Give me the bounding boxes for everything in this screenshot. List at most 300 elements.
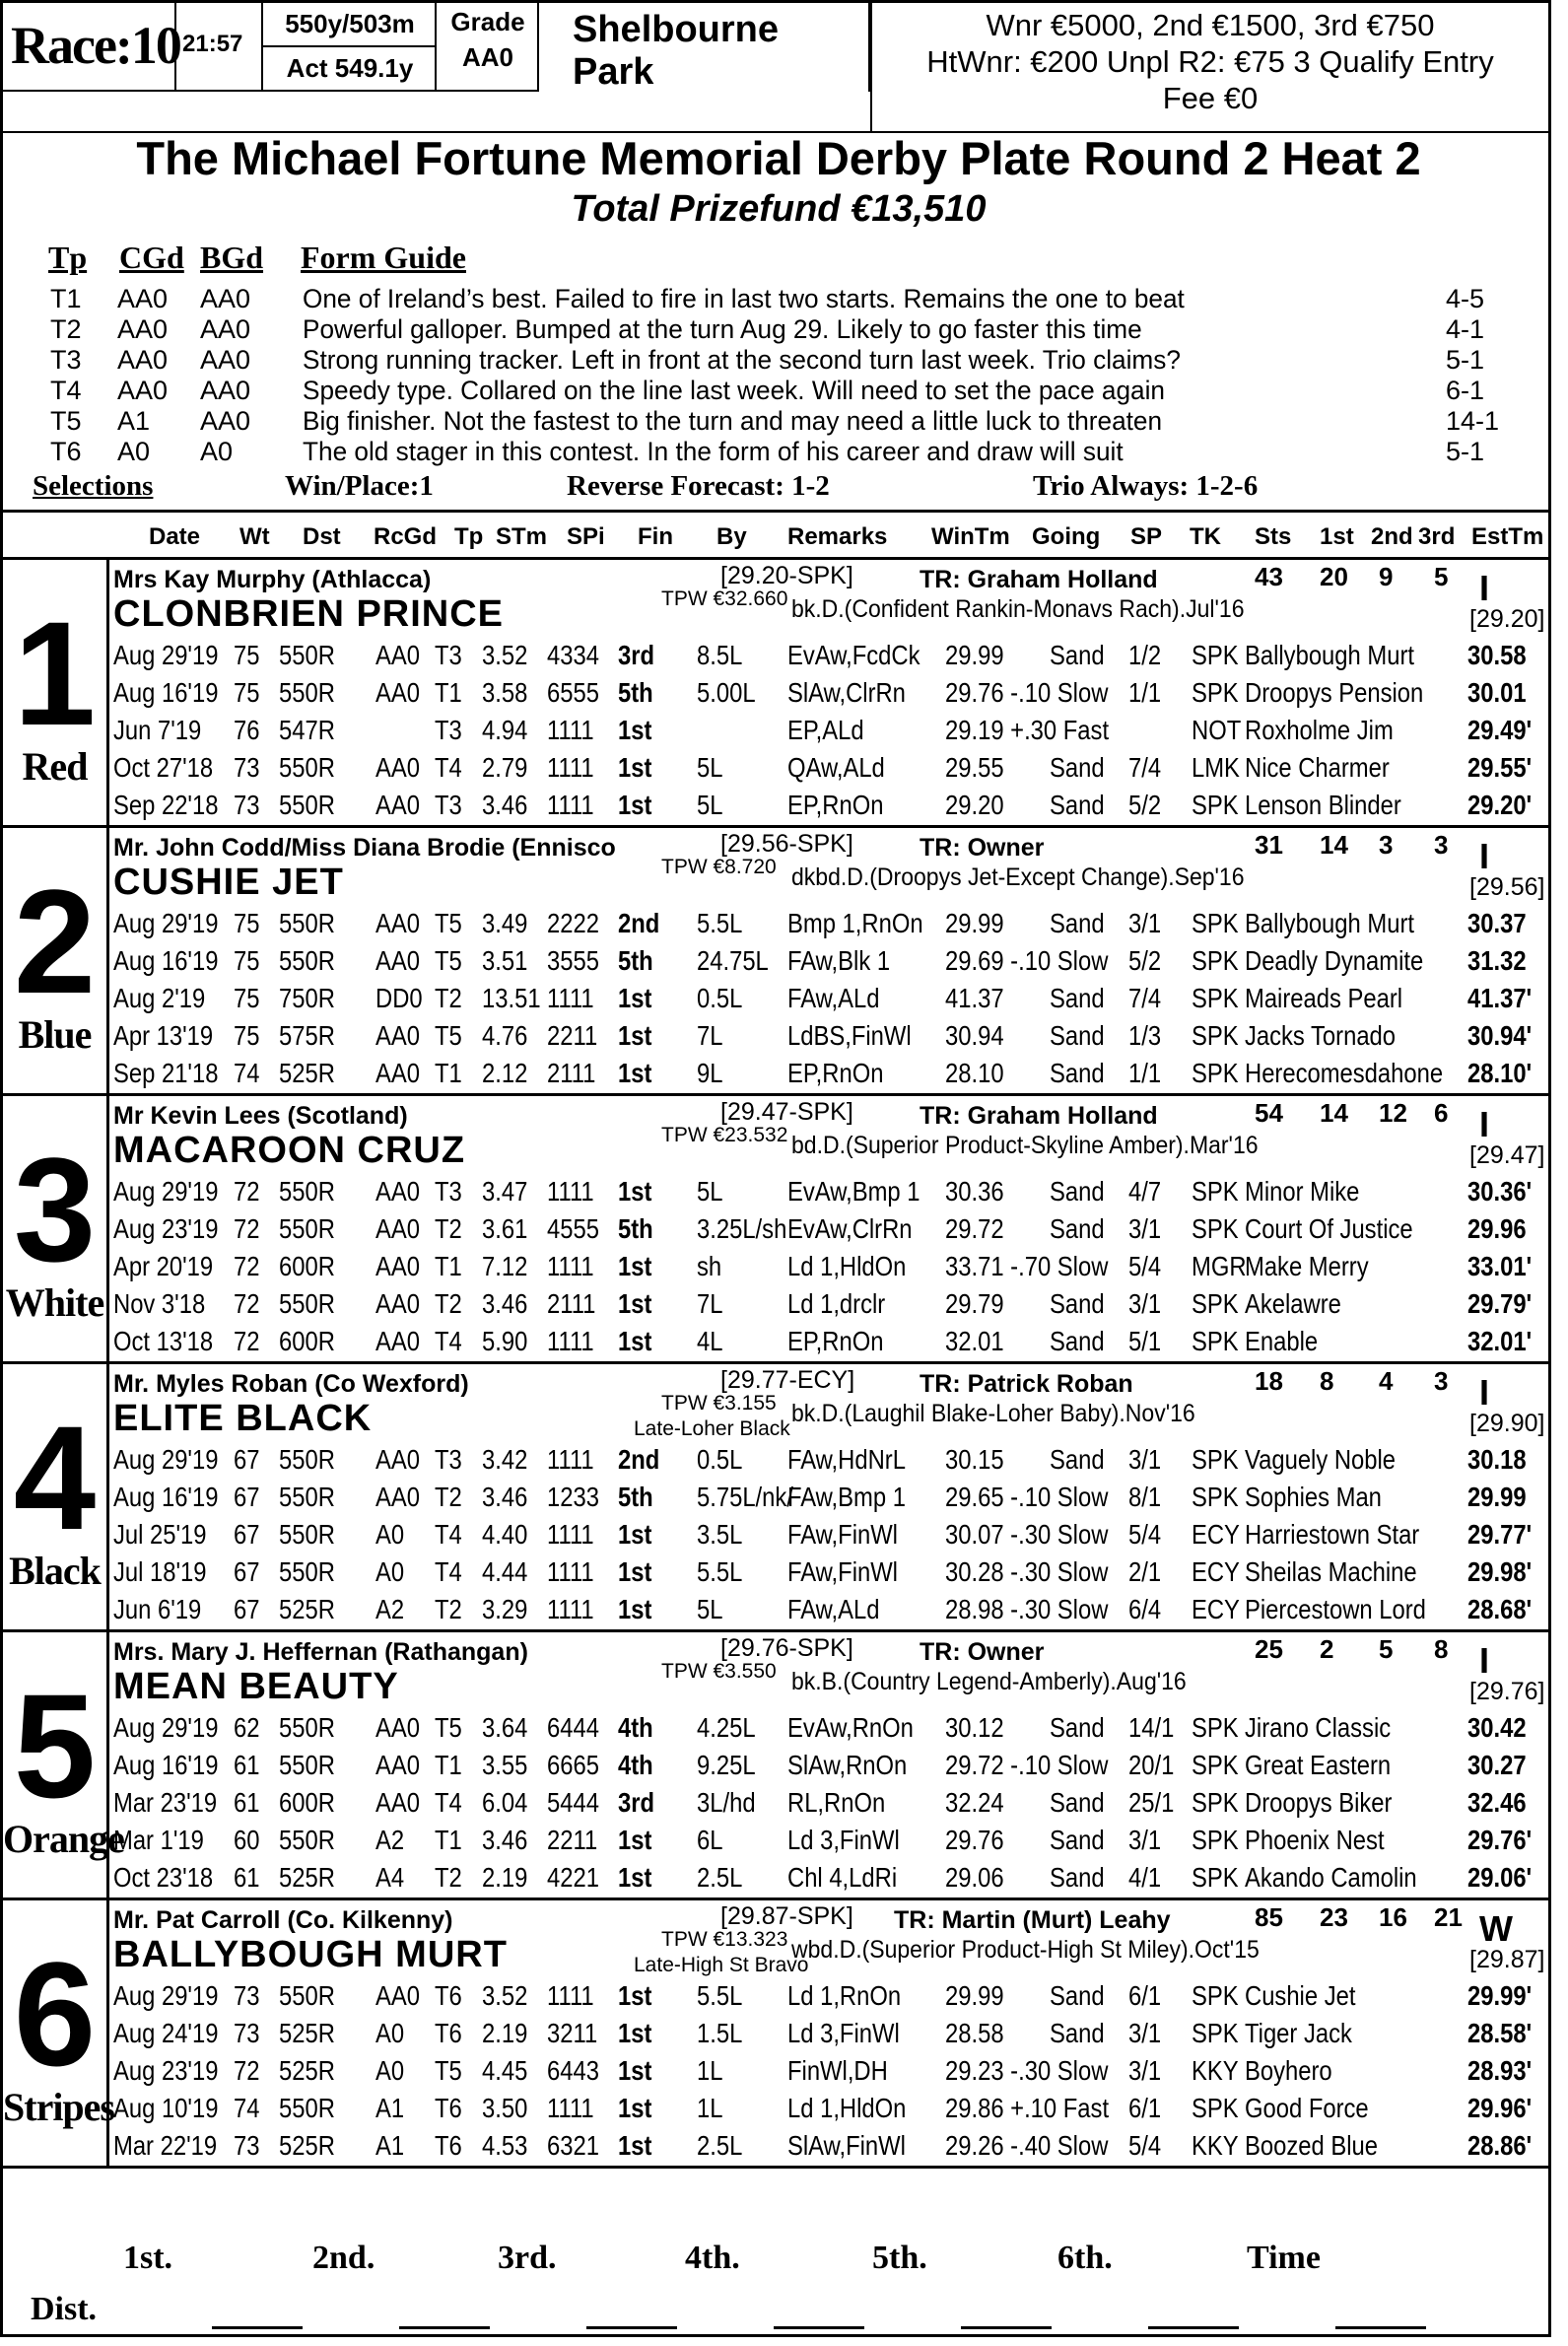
remarks: FAw,Blk 1 xyxy=(787,945,891,976)
venue-cell xyxy=(539,3,870,92)
sectional-time: 3.46 xyxy=(482,1288,528,1319)
dog-name: BALLYBOUGH MURT xyxy=(113,1934,508,1975)
trap-color: Stripes xyxy=(3,2085,114,2129)
fg-header-bgd: BGd xyxy=(200,240,264,275)
form-line xyxy=(3,1479,1548,1515)
trap-color: Red xyxy=(22,744,88,789)
weight: 67 xyxy=(234,1444,260,1475)
weight: 75 xyxy=(234,983,260,1013)
sectional-positions: 2222 xyxy=(547,908,599,938)
form-line xyxy=(3,749,1548,786)
form-line xyxy=(3,1173,1548,1209)
result-place-label: 6th. xyxy=(1057,2240,1113,2276)
win-time: 29.86 +.10 Fast xyxy=(945,2093,1110,2123)
race-grade: A0 xyxy=(375,2018,405,2048)
winner: Tiger Jack xyxy=(1245,2018,1352,2048)
fg-trap: T4 xyxy=(50,376,82,405)
est-time: 29.98' xyxy=(1467,1556,1533,1587)
seconds: 12 xyxy=(1379,1098,1407,1128)
best-time: [29.87-SPK] xyxy=(720,1902,853,1930)
starting-price: 3/1 xyxy=(1128,2055,1162,2086)
distance: 550R xyxy=(279,640,335,670)
sectional-time: 4.40 xyxy=(482,1519,528,1550)
race-grade: A1 xyxy=(375,2093,405,2123)
race-grade: AA0 xyxy=(375,640,420,670)
finish: 1st xyxy=(618,1556,652,1587)
starting-price: 1/1 xyxy=(1128,677,1162,708)
total-prizefund: Total Prizefund €13,510 xyxy=(571,188,987,230)
race-grade: A1 xyxy=(375,2130,405,2161)
date: Jul 18'19 xyxy=(113,1556,207,1587)
track: MGR xyxy=(1192,1251,1247,1281)
sectional-positions: 2111 xyxy=(547,1288,596,1319)
date: Aug 29'19 xyxy=(113,1980,219,2011)
trap: T5 xyxy=(435,1712,462,1743)
trap: T2 xyxy=(435,1213,462,1244)
fg-header-guide: Form Guide xyxy=(301,240,466,275)
weight: 67 xyxy=(234,1519,260,1550)
beaten-by: 5L xyxy=(697,1594,723,1624)
sectional-time: 2.79 xyxy=(482,752,528,783)
win-time: 29.06 xyxy=(945,1862,1004,1893)
track: KKY xyxy=(1192,2055,1239,2086)
beaten-by: 7L xyxy=(697,1020,723,1051)
fg-comment: Big finisher. Not the fastest to the turn and may need a little luck to threaten xyxy=(303,406,1163,436)
beaten-by: 5L xyxy=(697,1176,723,1207)
trap-color: Blue xyxy=(18,1012,92,1057)
distance: 550R xyxy=(279,1556,335,1587)
dog-name: CLONBRIEN PRINCE xyxy=(113,593,505,635)
est-time: 41.37' xyxy=(1467,983,1533,1013)
column-header-esttm: EstTm xyxy=(1471,523,1544,550)
trap: T1 xyxy=(435,1058,462,1088)
form-mark: I xyxy=(1479,1372,1490,1413)
sectional-time: 3.29 xyxy=(482,1594,528,1624)
finish: 3rd xyxy=(618,1787,655,1818)
sectional-positions: 6665 xyxy=(547,1750,599,1780)
form-line xyxy=(3,1055,1548,1091)
form-line xyxy=(3,1553,1548,1590)
starting-price: 3/1 xyxy=(1128,908,1162,938)
sectional-positions: 3555 xyxy=(547,945,599,976)
date: Aug 10'19 xyxy=(113,2093,219,2123)
weight: 75 xyxy=(234,640,260,670)
fg-odds: 4-1 xyxy=(1446,314,1485,344)
form-line xyxy=(3,1516,1548,1552)
remarks: EvAw,Bmp 1 xyxy=(787,1176,920,1207)
wins: 20 xyxy=(1320,562,1348,591)
distance: 750R xyxy=(279,983,335,1013)
fg-odds: 14-1 xyxy=(1446,406,1500,436)
weight: 73 xyxy=(234,1980,260,2011)
prizes-cell xyxy=(870,3,1548,133)
result-place-label: 4th. xyxy=(685,2240,740,2276)
est-time: 29.99 xyxy=(1467,1482,1527,1512)
trap: T1 xyxy=(435,1825,462,1855)
distance: 600R xyxy=(279,1326,335,1356)
finish: 1st xyxy=(618,2093,652,2123)
starts: 31 xyxy=(1255,830,1283,860)
sectional-positions: 1111 xyxy=(547,2093,594,2123)
sectional-positions: 1233 xyxy=(547,1482,599,1512)
fg-trap: T6 xyxy=(50,437,82,466)
finish: 5th xyxy=(618,677,653,708)
form-line xyxy=(3,1784,1548,1821)
distance: 550R xyxy=(279,1288,335,1319)
starting-price: 6/1 xyxy=(1128,2093,1162,2123)
sectional-positions: 4221 xyxy=(547,1862,599,1893)
finish: 2nd xyxy=(618,908,660,938)
race-distance: 550y/503m xyxy=(285,9,415,38)
runner-block-1 xyxy=(3,560,1548,828)
win-time: 29.72 xyxy=(945,1213,1004,1244)
remarks: EvAw,ClrRn xyxy=(787,1213,913,1244)
result-place-label: Time xyxy=(1247,2240,1321,2276)
distance: 550R xyxy=(279,1980,335,2011)
dog-name: MEAN BEAUTY xyxy=(113,1666,399,1707)
winner: Akelawre xyxy=(1245,1288,1341,1319)
race-grade: A0 xyxy=(375,1556,405,1587)
result-blank-line xyxy=(1148,2326,1239,2329)
tpw: TPW €3.550 xyxy=(661,1660,777,1683)
form-line xyxy=(3,2015,1548,2051)
date: Aug 23'19 xyxy=(113,1213,219,1244)
est-time: 30.27 xyxy=(1467,1750,1527,1780)
form-mark: I xyxy=(1479,1104,1490,1144)
race-grade: AA0 xyxy=(375,1787,420,1818)
remarks: EP,RnOn xyxy=(787,1058,884,1088)
win-time: 29.55 xyxy=(945,752,1004,783)
trap: T2 xyxy=(435,1594,462,1624)
finish: 1st xyxy=(618,1519,652,1550)
thirds: 8 xyxy=(1434,1634,1449,1664)
starts: 25 xyxy=(1255,1634,1283,1664)
track: SPK xyxy=(1192,2018,1239,2048)
weight: 61 xyxy=(234,1787,260,1818)
distance: 547R xyxy=(279,715,335,745)
race-label: Race:10 xyxy=(11,16,180,75)
trap: T6 xyxy=(435,2093,462,2123)
race-grade: AA0 xyxy=(375,752,420,783)
sectional-time: 3.47 xyxy=(482,1176,528,1207)
finish: 1st xyxy=(618,2055,652,2086)
form-line xyxy=(3,1859,1548,1896)
win-time: 29.99 xyxy=(945,1980,1004,2011)
fg-trap: T2 xyxy=(50,314,82,344)
sectional-time: 3.61 xyxy=(482,1213,528,1244)
race-grade: AA0 xyxy=(375,1176,420,1207)
trap: T3 xyxy=(435,1444,462,1475)
beaten-by: 4.25L xyxy=(697,1712,756,1743)
distance: 550R xyxy=(279,1519,335,1550)
winner: Sheilas Machine xyxy=(1245,1556,1417,1587)
form-mark: I xyxy=(1479,568,1490,608)
trap: T5 xyxy=(435,1020,462,1051)
date: Aug 16'19 xyxy=(113,1750,219,1780)
fg-current-grade: AA0 xyxy=(117,376,169,405)
fg-odds: 4-5 xyxy=(1446,284,1485,313)
prize-line-1: Wnr €5000, 2nd €1500, 3rd €750 xyxy=(986,8,1435,42)
tpw: TPW €13.323 xyxy=(661,1928,788,1951)
dog-name: ELITE BLACK xyxy=(113,1398,373,1439)
trap: T6 xyxy=(435,1980,462,2011)
winner: Lenson Blinder xyxy=(1245,790,1401,820)
remarks: EP,RnOn xyxy=(787,790,884,820)
race-grade: AA0 xyxy=(375,1251,420,1281)
beaten-by: 5.5L xyxy=(697,908,743,938)
win-time: 29.76 xyxy=(945,1825,1004,1855)
thirds: 6 xyxy=(1434,1098,1449,1128)
win-time: 30.94 xyxy=(945,1020,1004,1051)
owner: Mr. John Codd/Miss Diana Brodie (Ennisco xyxy=(113,834,616,862)
weight: 61 xyxy=(234,1862,260,1893)
finish: 4th xyxy=(618,1750,653,1780)
trap-number: 5 xyxy=(13,1663,97,1828)
form-line xyxy=(3,712,1548,748)
column-header-rcgd: RcGd xyxy=(374,523,438,550)
seconds: 16 xyxy=(1379,1902,1407,1932)
going: Sand xyxy=(1050,1288,1105,1319)
est-time: 30.01 xyxy=(1467,677,1527,708)
date: Mar 23'19 xyxy=(113,1787,218,1818)
estimated-time: [29.76] xyxy=(1469,1678,1545,1705)
finish: 1st xyxy=(618,983,652,1013)
win-time: 30.28 -.30 Slow xyxy=(945,1556,1109,1587)
fg-comment: One of Ireland’s best. Failed to fire in last two starts. Remains the one to beat xyxy=(303,284,1185,313)
date: Aug 29'19 xyxy=(113,1444,219,1475)
est-time: 32.46 xyxy=(1467,1787,1527,1818)
grade-value: AA0 xyxy=(461,42,513,72)
weight: 72 xyxy=(234,1326,260,1356)
weight: 73 xyxy=(234,790,260,820)
runner-block-5 xyxy=(3,1632,1548,1900)
remarks: LdBS,FinWl xyxy=(787,1020,912,1051)
starting-price: 6/1 xyxy=(1128,1980,1162,2011)
dog-name: CUSHIE JET xyxy=(113,862,344,903)
owner: Mrs Kay Murphy (Athlacca) xyxy=(113,566,432,593)
weight: 67 xyxy=(234,1594,260,1624)
form-line xyxy=(3,2127,1548,2164)
weight: 60 xyxy=(234,1825,260,1855)
thirds: 3 xyxy=(1434,1366,1449,1396)
form-guide-row xyxy=(3,314,1548,345)
selection-reverse-forecast: Reverse Forecast: 1-2 xyxy=(567,470,830,502)
track: ECY xyxy=(1192,1594,1240,1624)
going: Sand xyxy=(1050,1176,1105,1207)
remarks: Chl 4,LdRi xyxy=(787,1862,898,1893)
track: SPK xyxy=(1192,2093,1239,2123)
breeding: wbd.D.(Superior Product-High St Miley).Oct'15 xyxy=(791,1936,1260,1964)
sectional-time: 4.53 xyxy=(482,2130,528,2161)
weight: 72 xyxy=(234,1288,260,1319)
fg-current-grade: AA0 xyxy=(117,314,169,344)
date: Aug 29'19 xyxy=(113,1176,219,1207)
weight: 67 xyxy=(234,1482,260,1512)
winner: Maireads Pearl xyxy=(1245,983,1403,1013)
win-time: 28.98 -.30 Slow xyxy=(945,1594,1109,1624)
remarks: SlAw,ClrRn xyxy=(787,677,906,708)
race-grade: AA0 xyxy=(375,945,420,976)
form-line xyxy=(3,1210,1548,1247)
fg-best-grade: A0 xyxy=(200,437,234,466)
result-blank-line xyxy=(586,2326,677,2329)
column-header-going: Going xyxy=(1032,523,1101,550)
win-time: 32.24 xyxy=(945,1787,1004,1818)
sectional-positions: 1111 xyxy=(547,1444,594,1475)
distance: 525R xyxy=(279,1862,335,1893)
sectional-time: 3.42 xyxy=(482,1444,528,1475)
trap: T3 xyxy=(435,715,462,745)
sectional-time: 3.51 xyxy=(482,945,528,976)
owner: Mr Kevin Lees (Scotland) xyxy=(113,1102,408,1130)
est-time: 31.32 xyxy=(1467,945,1527,976)
weight: 73 xyxy=(234,752,260,783)
remarks: Ld 1,RnOn xyxy=(787,1980,902,2011)
win-time: 30.36 xyxy=(945,1176,1004,1207)
form-line xyxy=(3,1709,1548,1746)
date: Mar 1'19 xyxy=(113,1825,204,1855)
trap: T4 xyxy=(435,1326,462,1356)
trap: T5 xyxy=(435,2055,462,2086)
wins: 14 xyxy=(1320,1098,1348,1128)
beaten-by: 7L xyxy=(697,1288,723,1319)
est-time: 30.42 xyxy=(1467,1712,1527,1743)
form-line xyxy=(3,637,1548,673)
est-time: 33.01' xyxy=(1467,1251,1533,1281)
beaten-by: 5L xyxy=(697,790,723,820)
column-header-wintm: WinTm xyxy=(931,523,1010,550)
est-time: 29.96 xyxy=(1467,1213,1527,1244)
trap-color: White xyxy=(5,1280,104,1325)
finish: 5th xyxy=(618,1482,653,1512)
weight: 75 xyxy=(234,908,260,938)
tpw: TPW €32.660 xyxy=(661,587,788,610)
distance: 550R xyxy=(279,908,335,938)
going: Sand xyxy=(1050,1787,1105,1818)
distance: 600R xyxy=(279,1251,335,1281)
winner: Herecomesdahone xyxy=(1245,1058,1444,1088)
sectional-time: 3.50 xyxy=(482,2093,528,2123)
date: Apr 20'19 xyxy=(113,1251,214,1281)
fg-current-grade: A0 xyxy=(117,437,151,466)
seconds: 9 xyxy=(1379,562,1394,591)
trap: T4 xyxy=(435,1556,462,1587)
fg-odds: 5-1 xyxy=(1446,437,1485,466)
form-guide-row xyxy=(3,376,1548,406)
fg-header-cgd: CGd xyxy=(119,240,184,275)
result-place-label: 3rd. xyxy=(498,2240,557,2276)
going: Sand xyxy=(1050,1862,1105,1893)
form-line xyxy=(3,1441,1548,1478)
winner: Piercestown Lord xyxy=(1245,1594,1426,1624)
distance: 550R xyxy=(279,1750,335,1780)
weight: 72 xyxy=(234,2055,260,2086)
fg-current-grade: AA0 xyxy=(117,284,169,313)
starting-price: 14/1 xyxy=(1128,1712,1175,1743)
trap: T5 xyxy=(435,908,462,938)
late-name: Late-High St Bravo xyxy=(634,1954,809,1976)
column-header-tp: Tp xyxy=(454,523,484,550)
race-grade: AA0 xyxy=(375,1020,420,1051)
sectional-positions: 4555 xyxy=(547,1213,599,1244)
going: Sand xyxy=(1050,1444,1105,1475)
winner: Cushie Jet xyxy=(1245,1980,1356,2011)
column-header-1st: 1st xyxy=(1320,523,1354,550)
date: Jul 25'19 xyxy=(113,1519,207,1550)
starting-price: 20/1 xyxy=(1128,1750,1175,1780)
trap-color: Black xyxy=(9,1549,101,1593)
remarks: EvAw,RnOn xyxy=(787,1712,914,1743)
estimated-time: [29.20] xyxy=(1469,605,1545,633)
going: Sand xyxy=(1050,2018,1105,2048)
trap: T3 xyxy=(435,640,462,670)
race-grade: AA0 xyxy=(375,677,420,708)
fg-trap: T1 xyxy=(50,284,82,313)
sectional-time: 2.12 xyxy=(482,1058,528,1088)
finish: 1st xyxy=(618,1825,652,1855)
est-time: 29.20' xyxy=(1467,790,1533,820)
beaten-by: 5L xyxy=(697,752,723,783)
weight: 76 xyxy=(234,715,260,745)
distance: 550R xyxy=(279,1213,335,1244)
going: Sand xyxy=(1050,1980,1105,2011)
column-header-fin: Fin xyxy=(638,523,673,550)
going: Sand xyxy=(1050,983,1105,1013)
best-time: [29.20-SPK] xyxy=(720,562,853,589)
beaten-by: 5.75L/nk/ xyxy=(697,1482,793,1512)
win-time: 28.10 xyxy=(945,1058,1004,1088)
selection-trio: Trio Always: 1-2-6 xyxy=(1033,470,1259,502)
form-guide-row xyxy=(3,284,1548,314)
trap: T6 xyxy=(435,2130,462,2161)
est-time: 28.86' xyxy=(1467,2130,1533,2161)
beaten-by: 2.5L xyxy=(697,1862,743,1893)
trap: T5 xyxy=(435,945,462,976)
best-time: [29.47-SPK] xyxy=(720,1098,853,1126)
trap: T4 xyxy=(435,752,462,783)
finish: 2nd xyxy=(618,1444,660,1475)
finish: 1st xyxy=(618,1288,652,1319)
prize-money xyxy=(872,7,1548,116)
distance: 550R xyxy=(279,1444,335,1475)
remarks: Ld 1,HldOn xyxy=(787,1251,907,1281)
beaten-by: 1.5L xyxy=(697,2018,743,2048)
est-time: 30.36' xyxy=(1467,1176,1533,1207)
sectional-positions: 6555 xyxy=(547,677,599,708)
sectional-positions: 1111 xyxy=(547,1251,594,1281)
sectional-positions: 2211 xyxy=(547,1020,598,1051)
track: SPK xyxy=(1192,1787,1239,1818)
remarks: Ld 3,FinWl xyxy=(787,2018,900,2048)
finish: 1st xyxy=(618,1020,652,1051)
finish: 1st xyxy=(618,752,652,783)
tpw: TPW €8.720 xyxy=(661,856,777,878)
sectional-time: 3.52 xyxy=(482,640,528,670)
fg-header-tp: Tp xyxy=(48,240,88,275)
remarks: FAw,ALd xyxy=(787,983,880,1013)
result-blank-line xyxy=(961,2326,1052,2329)
race-label-cell xyxy=(3,3,180,92)
trap: T6 xyxy=(435,2018,462,2048)
trap: T1 xyxy=(435,1251,462,1281)
owner: Mrs. Mary J. Heffernan (Rathangan) xyxy=(113,1638,528,1666)
win-time: 29.69 -.10 Slow xyxy=(945,945,1109,976)
starts: 85 xyxy=(1255,1902,1283,1932)
win-time: 30.15 xyxy=(945,1444,1004,1475)
fg-best-grade: AA0 xyxy=(200,284,251,313)
beaten-by: 2.5L xyxy=(697,2130,743,2161)
est-time: 29.77' xyxy=(1467,1519,1533,1550)
